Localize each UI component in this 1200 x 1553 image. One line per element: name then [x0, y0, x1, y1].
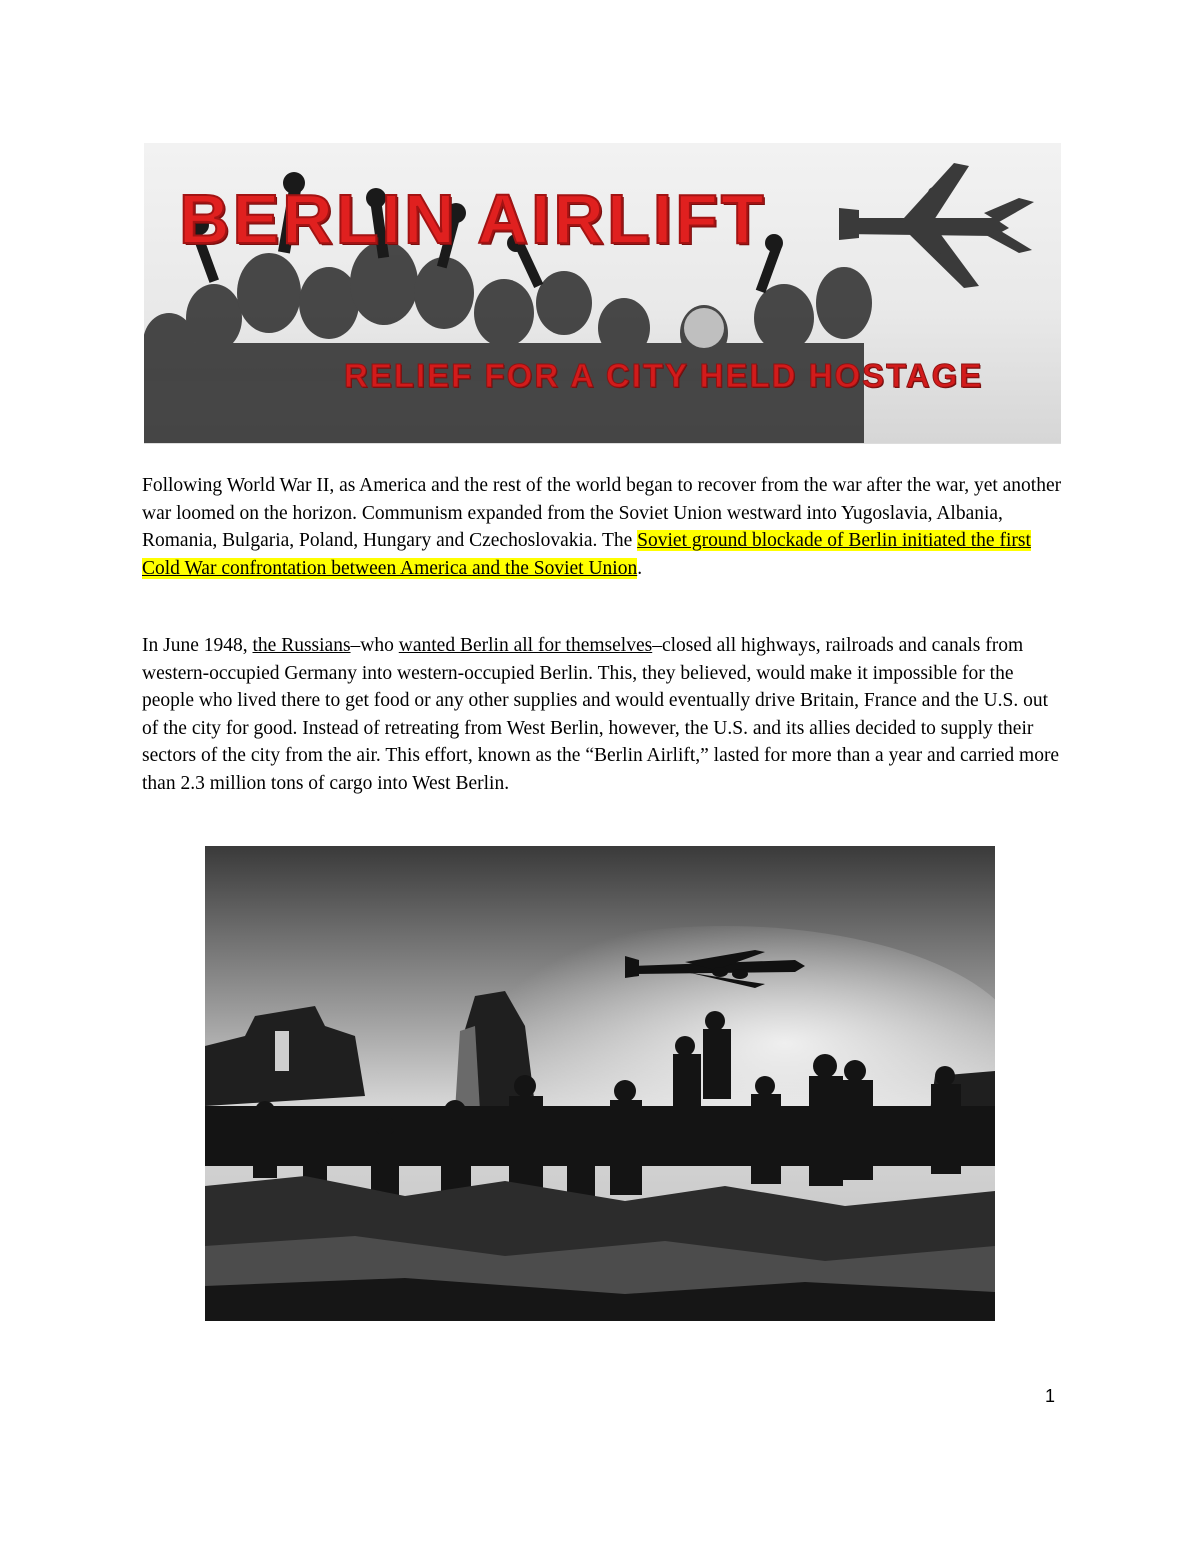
intro-text: Following World War II, as America and the rest of the world began to recover from the war after the war, yet another war loomed on the horizon. Communism expanded from the Soviet Union westward into Yugoslavia, Albania, Romania, Bulgaria, Poland, Hungary and Czechoslovakia. The: [142, 475, 1062, 551]
header-banner: [144, 143, 1061, 444]
text-segment: In June 1948,: [142, 635, 253, 656]
highlighted-sentence: Soviet ground blockade of Berlin initiated the first Cold War confrontation between America and the Soviet Union: [142, 530, 1031, 579]
text-segment: –who: [350, 635, 399, 656]
page-number: 1: [1045, 1386, 1056, 1406]
airlift-photo: [205, 846, 995, 1321]
underlined-phrase: the Russians: [252, 635, 351, 656]
blockade-paragraph: [142, 632, 1062, 797]
intro-paragraph: [142, 472, 1062, 582]
text-segment: –closed all highways, railroads and canals from western-occupied Germany into western-occupied Berlin. This, they believed, would make it impossible for the people who lived there to get food or any other supplies and would eventually drive Britain, France and the U.S. out of the city for good. Instead of retreating from West Berlin, however, the U.S. and its allies decided to supply their sectors of the city from the air. This effort, known as the “Berlin Airlift,” lasted for more than a year and carried more than 2.3 million tons of cargo into West Berlin.: [142, 635, 1060, 794]
crowd-watching-plane-illustration: [205, 846, 995, 1321]
underlined-phrase: wanted Berlin all for themselves: [398, 635, 653, 656]
banner-title: BERLIN AIRLIFT: [179, 180, 767, 258]
banner-subtitle: RELIEF FOR A CITY HELD HOSTAGE: [344, 357, 984, 394]
intro-end: .: [637, 557, 643, 579]
